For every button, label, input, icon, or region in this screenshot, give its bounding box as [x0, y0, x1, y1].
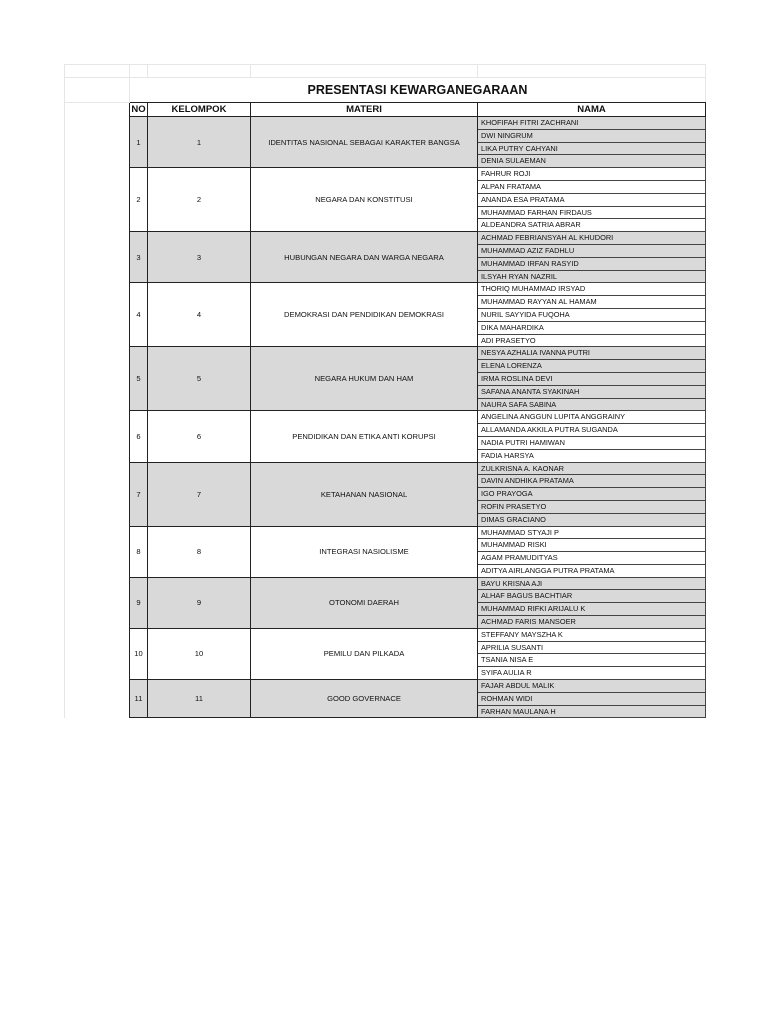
- row-gutter-cell: [65, 436, 130, 449]
- row-gutter-cell: [65, 680, 130, 693]
- table-row: [65, 462, 706, 475]
- row-gutter-cell: [65, 616, 130, 629]
- row-gutter-cell: [65, 360, 130, 373]
- group-materi-cell[interactable]: GOOD GOVERNACE: [251, 680, 478, 718]
- sheet-title: PRESENTASI KEWARGANEGARAAN: [130, 78, 706, 103]
- member-name-cell[interactable]: FADIA HARSYA: [478, 449, 706, 462]
- group-kelompok-cell[interactable]: 5: [148, 347, 251, 411]
- row-gutter-cell: [65, 603, 130, 616]
- table-row: [65, 577, 706, 590]
- group-kelompok-cell[interactable]: 10: [148, 628, 251, 679]
- group-number-cell[interactable]: 8: [130, 526, 148, 577]
- table-row: [65, 232, 706, 245]
- member-name-cell[interactable]: TSANIA NISA E: [478, 654, 706, 667]
- row-gutter-cell: [65, 475, 130, 488]
- row-gutter-cell: [65, 334, 130, 347]
- group-kelompok-cell[interactable]: 3: [148, 232, 251, 283]
- row-gutter-cell: [65, 462, 130, 475]
- group-materi-cell[interactable]: NEGARA DAN KONSTITUSI: [251, 168, 478, 232]
- table-row: [65, 168, 706, 181]
- member-name-cell[interactable]: BAYU KRISNA AJI: [478, 577, 706, 590]
- row-gutter-cell: [65, 270, 130, 283]
- member-name-cell[interactable]: LIKA PUTRY CAHYANI: [478, 142, 706, 155]
- group-materi-cell[interactable]: KETAHANAN NASIONAL: [251, 462, 478, 526]
- row-gutter-cell: [65, 257, 130, 270]
- member-name-cell[interactable]: DWI NINGRUM: [478, 129, 706, 142]
- row-gutter-cell: [65, 219, 130, 232]
- member-name-cell[interactable]: ALHAF BAGUS BACHTIAR: [478, 590, 706, 603]
- row-gutter-cell: [65, 308, 130, 321]
- spreadsheet: [64, 64, 705, 718]
- row-gutter-cell: [65, 372, 130, 385]
- group-number-cell[interactable]: 11: [130, 680, 148, 718]
- row-gutter-cell: [65, 232, 130, 245]
- row-gutter-cell: [65, 513, 130, 526]
- row-gutter-cell: [65, 628, 130, 641]
- group-number-cell[interactable]: 7: [130, 462, 148, 526]
- member-name-cell[interactable]: ANGELINA ANGGUN LUPITA ANGGRAINY: [478, 411, 706, 424]
- table-row: [65, 347, 706, 360]
- row-gutter-cell: [65, 424, 130, 437]
- member-name-cell[interactable]: STEFFANY MAYSZHA K: [478, 628, 706, 641]
- table-row: [65, 411, 706, 424]
- group-number-cell[interactable]: 4: [130, 283, 148, 347]
- member-name-cell[interactable]: MUHAMMAD RIFKI ARIJALU K: [478, 603, 706, 616]
- group-materi-cell[interactable]: DEMOKRASI DAN PENDIDIKAN DEMOKRASI: [251, 283, 478, 347]
- row-gutter-cell: [65, 488, 130, 501]
- header-kelompok: KELOMPOK: [148, 103, 251, 117]
- member-name-cell[interactable]: NAURA SAFA SABINA: [478, 398, 706, 411]
- member-name-cell[interactable]: APRILIA SUSANTI: [478, 641, 706, 654]
- group-number-cell[interactable]: 9: [130, 577, 148, 628]
- header-no: NO: [131, 104, 146, 115]
- group-materi-cell[interactable]: PEMILU DAN PILKADA: [251, 628, 478, 679]
- group-kelompok-cell[interactable]: 6: [148, 411, 251, 462]
- member-name-cell[interactable]: ALDEANDRA SATRIA ABRAR: [478, 219, 706, 232]
- row-gutter-cell: [65, 129, 130, 142]
- row-gutter-cell: [65, 654, 130, 667]
- group-kelompok-cell[interactable]: 2: [148, 168, 251, 232]
- member-name-cell[interactable]: SYIFA AULIA R: [478, 667, 706, 680]
- member-name-cell[interactable]: FAJAR ABDUL MALIK: [478, 680, 706, 693]
- member-name-cell[interactable]: NESYA AZHALIA IVANNA PUTRI: [478, 347, 706, 360]
- member-name-cell[interactable]: AGAM PRAMUDITYAS: [478, 552, 706, 565]
- member-name-cell[interactable]: DENIA SULAEMAN: [478, 155, 706, 168]
- group-materi-cell[interactable]: NEGARA HUKUM DAN HAM: [251, 347, 478, 411]
- member-name-cell[interactable]: IGO PRAYOGA: [478, 488, 706, 501]
- member-name-cell[interactable]: MUHAMMAD RISKI: [478, 539, 706, 552]
- member-name-cell[interactable]: ALPAN FRATAMA: [478, 180, 706, 193]
- member-name-cell[interactable]: ADITYA AIRLANGGA PUTRA PRATAMA: [478, 564, 706, 577]
- member-name-cell[interactable]: ALLAMANDA AKKILA PUTRA SUGANDA: [478, 424, 706, 437]
- member-name-cell[interactable]: KHOFIFAH FITRI ZACHRANI: [478, 117, 706, 130]
- row-gutter-cell: [65, 564, 130, 577]
- member-name-cell[interactable]: MUHAMMAD RAYYAN AL HAMAM: [478, 296, 706, 309]
- table-row: [65, 117, 706, 130]
- group-materi-cell[interactable]: HUBUNGAN NEGARA DAN WARGA NEGARA: [251, 232, 478, 283]
- member-name-cell[interactable]: MUHAMMAD FARHAN FIRDAUS: [478, 206, 706, 219]
- member-name-cell[interactable]: THORIQ MUHAMMAD IRSYAD: [478, 283, 706, 296]
- member-name-cell[interactable]: ANANDA ESA PRATAMA: [478, 193, 706, 206]
- row-gutter-cell: [65, 142, 130, 155]
- row-gutter-cell: [65, 385, 130, 398]
- member-name-cell[interactable]: NADIA PUTRI HAMIWAN: [478, 436, 706, 449]
- row-gutter-cell: [65, 155, 130, 168]
- member-name-cell[interactable]: FAHRUR ROJI: [478, 168, 706, 181]
- row-gutter-cell: [65, 692, 130, 705]
- row-gutter-cell: [65, 296, 130, 309]
- row-gutter-cell: [65, 206, 130, 219]
- header-nama: NAMA: [478, 103, 706, 117]
- member-name-cell[interactable]: ROFIN PRASETYO: [478, 500, 706, 513]
- row-gutter-cell: [65, 244, 130, 257]
- row-gutter-cell: [65, 398, 130, 411]
- group-kelompok-cell[interactable]: 8: [148, 526, 251, 577]
- table-row: [65, 526, 706, 539]
- row-gutter-cell: [65, 526, 130, 539]
- header-materi: MATERI: [251, 103, 478, 117]
- row-gutter-cell: [65, 449, 130, 462]
- row-gutter-cell: [65, 347, 130, 360]
- member-name-cell[interactable]: DAVIN ANDHIKA PRATAMA: [478, 475, 706, 488]
- row-gutter-cell: [65, 641, 130, 654]
- title-row: [65, 78, 706, 103]
- row-gutter-cell: [65, 500, 130, 513]
- group-materi-cell[interactable]: PENDIDIKAN DAN ETIKA ANTI KORUPSI: [251, 411, 478, 462]
- group-kelompok-cell[interactable]: 4: [148, 283, 251, 347]
- member-name-cell[interactable]: ZULKRISNA A. KAONAR: [478, 462, 706, 475]
- row-gutter-cell: [65, 577, 130, 590]
- group-number-cell[interactable]: 1: [130, 117, 148, 168]
- row-gutter-cell: [65, 168, 130, 181]
- group-number-cell[interactable]: 3: [130, 232, 148, 283]
- group-number-cell[interactable]: 6: [130, 411, 148, 462]
- presentation-table: [64, 64, 706, 718]
- member-name-cell[interactable]: MUHAMMAD IRFAN RASYID: [478, 257, 706, 270]
- row-gutter-cell: [65, 705, 130, 718]
- row-gutter-cell: [65, 321, 130, 334]
- group-kelompok-cell[interactable]: 11: [148, 680, 251, 718]
- empty-grid-row: [65, 65, 706, 78]
- member-name-cell[interactable]: MUHAMMAD STYAJI P: [478, 526, 706, 539]
- row-gutter-cell: [65, 552, 130, 565]
- row-gutter-cell: [65, 117, 130, 130]
- group-number-cell[interactable]: 2: [130, 168, 148, 232]
- member-name-cell[interactable]: FARHAN MAULANA H: [478, 705, 706, 718]
- member-name-cell[interactable]: DIMAS GRACIANO: [478, 513, 706, 526]
- member-name-cell[interactable]: MUHAMMAD AZIZ FADHLU: [478, 244, 706, 257]
- group-kelompok-cell[interactable]: 9: [148, 577, 251, 628]
- member-name-cell[interactable]: ACHMAD FARIS MANSOER: [478, 616, 706, 629]
- row-gutter-cell: [65, 539, 130, 552]
- member-name-cell[interactable]: ADI PRASETYO: [478, 334, 706, 347]
- table-row: [65, 628, 706, 641]
- group-kelompok-cell[interactable]: 7: [148, 462, 251, 526]
- member-name-cell[interactable]: DIKA MAHARDIKA: [478, 321, 706, 334]
- row-gutter-cell: [65, 590, 130, 603]
- group-number-cell[interactable]: 10: [130, 628, 148, 679]
- member-name-cell[interactable]: ROHMAN WIDI: [478, 692, 706, 705]
- header-row: [65, 103, 706, 117]
- group-number-cell[interactable]: 5: [130, 347, 148, 411]
- member-name-cell[interactable]: ELENA LORENZA: [478, 360, 706, 373]
- member-name-cell[interactable]: ILSYAH RYAN NAZRIL: [478, 270, 706, 283]
- row-gutter-cell: [65, 411, 130, 424]
- group-kelompok-cell[interactable]: 1: [148, 117, 251, 168]
- row-gutter-cell: [65, 193, 130, 206]
- group-materi-cell[interactable]: INTEGRASI NASIOLISME: [251, 526, 478, 577]
- table-row: [65, 680, 706, 693]
- group-materi-cell[interactable]: IDENTITAS NASIONAL SEBAGAI KARAKTER BANGSA: [251, 117, 478, 168]
- member-name-cell[interactable]: IRMA ROSLINA DEVI: [478, 372, 706, 385]
- member-name-cell[interactable]: ACHMAD FEBRIANSYAH AL KHUDORI: [478, 232, 706, 245]
- group-materi-cell[interactable]: OTONOMI DAERAH: [251, 577, 478, 628]
- row-gutter-cell: [65, 180, 130, 193]
- row-gutter-cell: [65, 667, 130, 680]
- member-name-cell[interactable]: SAFANA ANANTA SYAKINAH: [478, 385, 706, 398]
- row-gutter-cell: [65, 283, 130, 296]
- member-name-cell[interactable]: NURIL SAYYIDA FUQOHA: [478, 308, 706, 321]
- table-row: [65, 283, 706, 296]
